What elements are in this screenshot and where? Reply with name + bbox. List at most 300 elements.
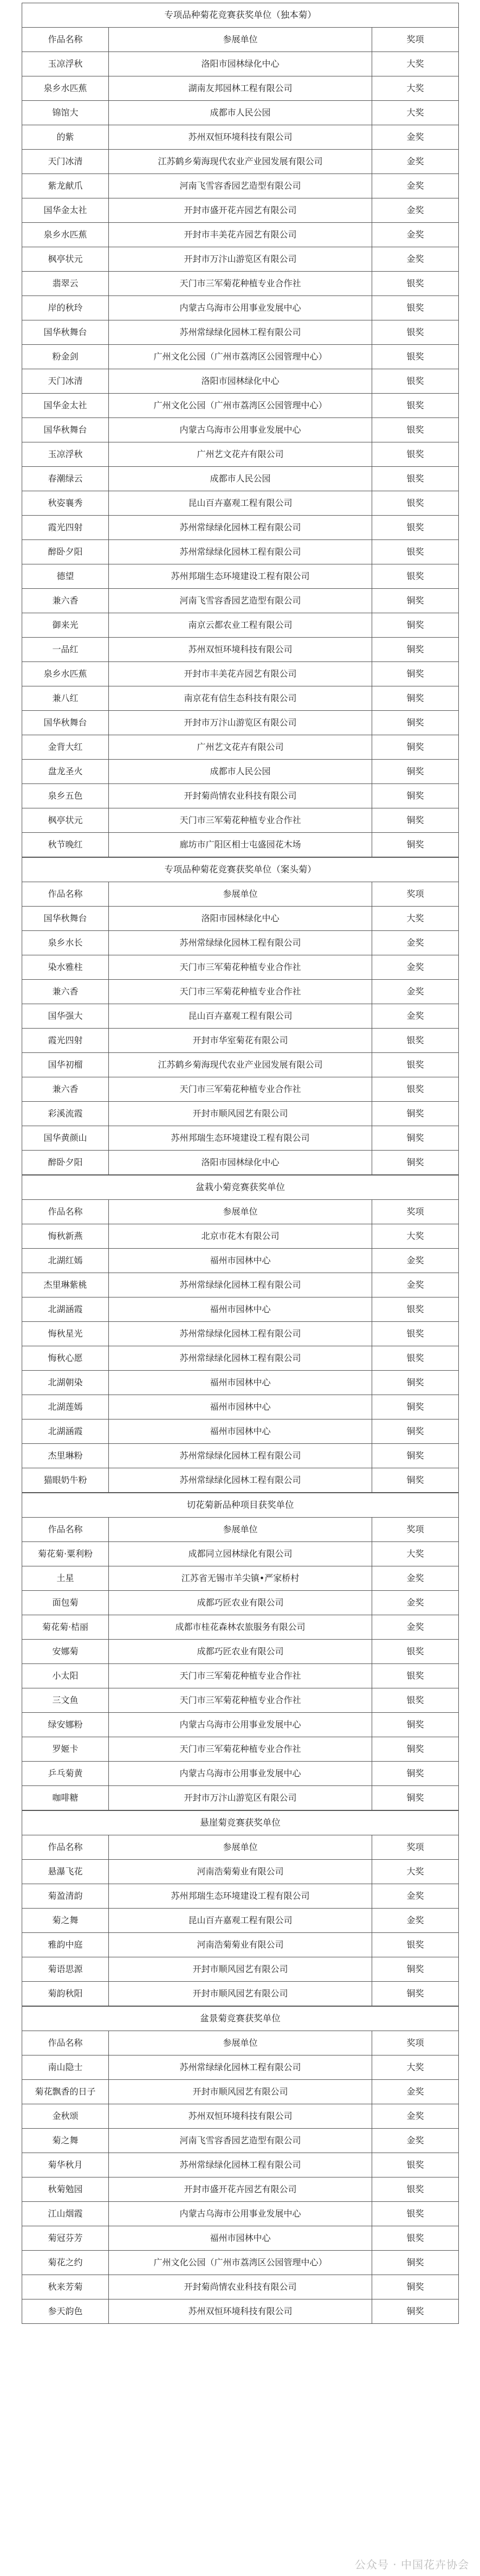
work-name-cell: 菊花菊·粟利粉 bbox=[22, 1542, 109, 1566]
award-cell: 银奖 bbox=[372, 394, 459, 418]
work-name-cell: 醉卧夕阳 bbox=[22, 540, 109, 564]
award-cell: 铜奖 bbox=[372, 613, 459, 638]
award-cell: 大奖 bbox=[372, 1542, 459, 1566]
exhibitor-cell: 苏州常绿绿化园林工程有限公司 bbox=[109, 931, 372, 955]
exhibitor-cell: 广州文化公园（广州市荔湾区公园管理中心） bbox=[109, 394, 372, 418]
section-title-row bbox=[22, 2007, 459, 2031]
award-cell: 铜奖 bbox=[372, 686, 459, 711]
exhibitor-cell: 开封市万汴山游览区有限公司 bbox=[109, 247, 372, 272]
exhibitor-cell: 湖南友邦园林工程有限公司 bbox=[109, 76, 372, 101]
table-row bbox=[22, 223, 459, 247]
table-row bbox=[22, 1566, 459, 1591]
award-cell: 银奖 bbox=[372, 442, 459, 467]
table-row bbox=[22, 564, 459, 589]
table-row bbox=[22, 394, 459, 418]
table-row bbox=[22, 1004, 459, 1029]
work-name-cell: 霞光四射 bbox=[22, 1029, 109, 1053]
exhibitor-cell: 福州市园林中心 bbox=[109, 1371, 372, 1395]
award-cell: 银奖 bbox=[372, 1933, 459, 1957]
exhibitor-cell: 苏州邦瑞生态环境建设工程有限公司 bbox=[109, 1884, 372, 1909]
table-row bbox=[22, 320, 459, 345]
header-exhibitor: 参展单位 bbox=[109, 28, 372, 52]
table-row bbox=[22, 1395, 459, 1419]
exhibitor-cell: 昆山百卉嘉观工程有限公司 bbox=[109, 491, 372, 516]
table-row bbox=[22, 735, 459, 760]
table-row bbox=[22, 2080, 459, 2104]
work-name-cell: 染水雅柱 bbox=[22, 955, 109, 980]
table-row bbox=[22, 1419, 459, 1444]
work-name-cell: 菊之舞 bbox=[22, 2129, 109, 2153]
award-cell: 金奖 bbox=[372, 247, 459, 272]
exhibitor-cell: 苏州双恒环境科技有限公司 bbox=[109, 2104, 372, 2129]
exhibitor-cell: 北京市花木有限公司 bbox=[109, 1224, 372, 1249]
table-row bbox=[22, 1151, 459, 1175]
header-exhibitor: 参展单位 bbox=[109, 1200, 372, 1224]
award-cell: 铜奖 bbox=[372, 589, 459, 613]
award-cell: 银奖 bbox=[372, 320, 459, 345]
award-cell: 大奖 bbox=[372, 1224, 459, 1249]
award-table bbox=[22, 2006, 459, 2324]
award-cell: 银奖 bbox=[372, 1077, 459, 1102]
award-cell: 银奖 bbox=[372, 2202, 459, 2226]
table-row bbox=[22, 1273, 459, 1297]
work-name-cell: 紫龙献爪 bbox=[22, 174, 109, 198]
work-name-cell: 岸的秋玲 bbox=[22, 296, 109, 320]
table-row bbox=[22, 2202, 459, 2226]
table-row bbox=[22, 1224, 459, 1249]
award-cell: 金奖 bbox=[372, 1249, 459, 1273]
work-name-cell: 玉凉浮秋 bbox=[22, 442, 109, 467]
award-cell: 银奖 bbox=[372, 516, 459, 540]
header-row bbox=[22, 1835, 459, 1860]
award-cell: 铜奖 bbox=[372, 735, 459, 760]
award-cell: 金奖 bbox=[372, 223, 459, 247]
table-row bbox=[22, 662, 459, 686]
work-name-cell: 国华初榴 bbox=[22, 1053, 109, 1077]
work-name-cell: 兼六香 bbox=[22, 980, 109, 1004]
award-cell: 铜奖 bbox=[372, 1444, 459, 1468]
section-title: 悬崖菊竞赛获奖单位 bbox=[22, 1811, 459, 1835]
exhibitor-cell: 广州文化公园（广州市荔湾区公园管理中心） bbox=[109, 345, 372, 369]
work-name-cell: 南山隐士 bbox=[22, 2055, 109, 2080]
work-name-cell: 北湖朝染 bbox=[22, 1371, 109, 1395]
exhibitor-cell: 苏州邦瑞生态环境建设工程有限公司 bbox=[109, 1126, 372, 1151]
table-row bbox=[22, 638, 459, 662]
award-cell: 金奖 bbox=[372, 198, 459, 223]
exhibitor-cell: 福州市园林中心 bbox=[109, 1297, 372, 1322]
table-row bbox=[22, 1884, 459, 1909]
table-row bbox=[22, 760, 459, 784]
exhibitor-cell: 天门市三军菊花种植专业合作社 bbox=[109, 980, 372, 1004]
award-cell: 铜奖 bbox=[372, 833, 459, 857]
table-row bbox=[22, 808, 459, 833]
award-cell: 银奖 bbox=[372, 491, 459, 516]
exhibitor-cell: 天门市三军菊花种植专业合作社 bbox=[109, 1077, 372, 1102]
exhibitor-cell: 天门市三军菊花种植专业合作社 bbox=[109, 808, 372, 833]
exhibitor-cell: 天门市三军菊花种植专业合作社 bbox=[109, 1664, 372, 1688]
work-name-cell: 盘龙圣火 bbox=[22, 760, 109, 784]
table-row bbox=[22, 2129, 459, 2153]
work-name-cell: 兼八红 bbox=[22, 686, 109, 711]
table-row bbox=[22, 686, 459, 711]
work-name-cell: 金背大红 bbox=[22, 735, 109, 760]
header-row bbox=[22, 28, 459, 52]
exhibitor-cell: 开封菊尚情农业科技有限公司 bbox=[109, 2275, 372, 2299]
table-row bbox=[22, 369, 459, 394]
award-cell: 铜奖 bbox=[372, 1151, 459, 1175]
exhibitor-cell: 开封市顺风园艺有限公司 bbox=[109, 1982, 372, 2006]
award-cell: 银奖 bbox=[372, 1688, 459, 1713]
table-row bbox=[22, 1468, 459, 1493]
award-cell: 大奖 bbox=[372, 76, 459, 101]
exhibitor-cell: 天门市三军菊花种植专业合作社 bbox=[109, 272, 372, 296]
table-row bbox=[22, 1346, 459, 1371]
work-name-cell: 霞光四射 bbox=[22, 516, 109, 540]
work-name-cell: 御来光 bbox=[22, 613, 109, 638]
work-name-cell: 雅韵中庭 bbox=[22, 1933, 109, 1957]
table-row bbox=[22, 1909, 459, 1933]
work-name-cell: 北湖莲嫣 bbox=[22, 1395, 109, 1419]
exhibitor-cell: 开封市万汴山游览区有限公司 bbox=[109, 711, 372, 735]
award-cell: 铜奖 bbox=[372, 2251, 459, 2275]
exhibitor-cell: 廊坊市广阳区相士屯盛园花木场 bbox=[109, 833, 372, 857]
table-row bbox=[22, 784, 459, 808]
table-row bbox=[22, 2299, 459, 2324]
work-name-cell: 安娜菊 bbox=[22, 1640, 109, 1664]
work-name-cell: 国华金太社 bbox=[22, 394, 109, 418]
exhibitor-cell: 苏州常绿绿化园林工程有限公司 bbox=[109, 320, 372, 345]
work-name-cell: 秋菊勉园 bbox=[22, 2177, 109, 2202]
table-row bbox=[22, 1444, 459, 1468]
table-row bbox=[22, 711, 459, 735]
award-cell: 银奖 bbox=[372, 1346, 459, 1371]
section-title-row bbox=[22, 858, 459, 882]
work-name-cell: 江山烟霞 bbox=[22, 2202, 109, 2226]
header-work-name: 作品名称 bbox=[22, 28, 109, 52]
award-cell: 铜奖 bbox=[372, 2299, 459, 2324]
exhibitor-cell: 苏州双恒环境科技有限公司 bbox=[109, 2299, 372, 2324]
header-award: 奖项 bbox=[372, 28, 459, 52]
table-row bbox=[22, 1126, 459, 1151]
table-row bbox=[22, 2153, 459, 2177]
award-cell: 铜奖 bbox=[372, 784, 459, 808]
work-name-cell: 泉乡水匹蕉 bbox=[22, 223, 109, 247]
work-name-cell: 兼六香 bbox=[22, 589, 109, 613]
exhibitor-cell: 开封市盛开花卉园艺有限公司 bbox=[109, 2177, 372, 2202]
header-work-name: 作品名称 bbox=[22, 1518, 109, 1542]
award-cell: 银奖 bbox=[372, 564, 459, 589]
work-name-cell: 菊花菊·桔丽 bbox=[22, 1615, 109, 1640]
work-name-cell: 粉金剑 bbox=[22, 345, 109, 369]
exhibitor-cell: 苏州常绿绿化园林工程有限公司 bbox=[109, 1444, 372, 1468]
table-row bbox=[22, 1322, 459, 1346]
award-cell: 铜奖 bbox=[372, 1786, 459, 1810]
work-name-cell: 菊语思源 bbox=[22, 1957, 109, 1982]
header-work-name: 作品名称 bbox=[22, 882, 109, 907]
work-name-cell: 三文鱼 bbox=[22, 1688, 109, 1713]
header-row bbox=[22, 882, 459, 907]
exhibitor-cell: 广州文化公园（广州市荔湾区公园管理中心） bbox=[109, 2251, 372, 2275]
exhibitor-cell: 福州市园林中心 bbox=[109, 1419, 372, 1444]
award-table bbox=[22, 1175, 459, 1493]
work-name-cell: 国华秋舞台 bbox=[22, 320, 109, 345]
work-name-cell: 菊花之约 bbox=[22, 2251, 109, 2275]
award-cell: 铜奖 bbox=[372, 1371, 459, 1395]
exhibitor-cell: 天门市三军菊花种植专业合作社 bbox=[109, 1688, 372, 1713]
work-name-cell: 春潮绿云 bbox=[22, 467, 109, 491]
work-name-cell: 的紫 bbox=[22, 125, 109, 150]
award-cell: 银奖 bbox=[372, 540, 459, 564]
exhibitor-cell: 苏州常绿绿化园林工程有限公司 bbox=[109, 1468, 372, 1493]
work-name-cell: 兼六香 bbox=[22, 1077, 109, 1102]
table-row bbox=[22, 198, 459, 223]
exhibitor-cell: 内蒙古乌海市公用事业发展中心 bbox=[109, 1713, 372, 1737]
work-name-cell: 杰里琳紫桃 bbox=[22, 1273, 109, 1297]
section-title: 切花菊新品种项目获奖单位 bbox=[22, 1493, 459, 1518]
table-row bbox=[22, 1957, 459, 1982]
exhibitor-cell: 天门市三军菊花种植专业合作社 bbox=[109, 1737, 372, 1762]
award-cell: 银奖 bbox=[372, 1640, 459, 1664]
table-row bbox=[22, 1615, 459, 1640]
work-name-cell: 泉乡五色 bbox=[22, 784, 109, 808]
award-cell: 大奖 bbox=[372, 2055, 459, 2080]
table-row bbox=[22, 174, 459, 198]
section-title: 盆栽小菊竞赛获奖单位 bbox=[22, 1175, 459, 1200]
exhibitor-cell: 昆山百卉嘉观工程有限公司 bbox=[109, 1004, 372, 1029]
award-cell: 铜奖 bbox=[372, 1713, 459, 1737]
award-cell: 银奖 bbox=[372, 1029, 459, 1053]
award-cell: 银奖 bbox=[372, 296, 459, 320]
award-cell: 铜奖 bbox=[372, 1957, 459, 1982]
exhibitor-cell: 内蒙古乌海市公用事业发展中心 bbox=[109, 2202, 372, 2226]
header-exhibitor: 参展单位 bbox=[109, 1518, 372, 1542]
award-cell: 铜奖 bbox=[372, 1468, 459, 1493]
exhibitor-cell: 河南飞雪容香园艺造型有限公司 bbox=[109, 174, 372, 198]
table-row bbox=[22, 125, 459, 150]
work-name-cell: 枫亭状元 bbox=[22, 247, 109, 272]
exhibitor-cell: 南京云都农业工程有限公司 bbox=[109, 613, 372, 638]
table-row bbox=[22, 980, 459, 1004]
award-cell: 铜奖 bbox=[372, 1419, 459, 1444]
award-cell: 银奖 bbox=[372, 345, 459, 369]
work-name-cell: 国华金太社 bbox=[22, 198, 109, 223]
award-cell: 银奖 bbox=[372, 467, 459, 491]
exhibitor-cell: 江苏鹤乡菊海现代农业产业园发展有限公司 bbox=[109, 150, 372, 174]
watermark: 公众号 · 中国花卉协会 bbox=[354, 2558, 469, 2571]
work-name-cell: 北湖涵霞 bbox=[22, 1419, 109, 1444]
award-cell: 铜奖 bbox=[372, 760, 459, 784]
header-award: 奖项 bbox=[372, 2031, 459, 2055]
work-name-cell: 猫眼奶牛粉 bbox=[22, 1468, 109, 1493]
exhibitor-cell: 开封市华室菊花有限公司 bbox=[109, 1029, 372, 1053]
award-cell: 金奖 bbox=[372, 2080, 459, 2104]
exhibitor-cell: 苏州常绿绿化园林工程有限公司 bbox=[109, 1346, 372, 1371]
award-cell: 大奖 bbox=[372, 52, 459, 76]
work-name-cell: 菊韵秋阳 bbox=[22, 1982, 109, 2006]
award-cell: 铜奖 bbox=[372, 1762, 459, 1786]
table-row bbox=[22, 1737, 459, 1762]
work-name-cell: 玉凉浮秋 bbox=[22, 52, 109, 76]
table-row bbox=[22, 931, 459, 955]
table-row bbox=[22, 491, 459, 516]
exhibitor-cell: 开封市顺风园艺有限公司 bbox=[109, 2080, 372, 2104]
table-row bbox=[22, 1860, 459, 1884]
award-cell: 铜奖 bbox=[372, 662, 459, 686]
exhibitor-cell: 苏州常绿绿化园林工程有限公司 bbox=[109, 1322, 372, 1346]
table-row bbox=[22, 467, 459, 491]
exhibitor-cell: 开封市顺风园艺有限公司 bbox=[109, 1102, 372, 1126]
exhibitor-cell: 河南浩菊菊业有限公司 bbox=[109, 1860, 372, 1884]
award-table bbox=[22, 3, 459, 857]
table-row bbox=[22, 1102, 459, 1126]
work-name-cell: 罗姬卡 bbox=[22, 1737, 109, 1762]
section-title-row bbox=[22, 1493, 459, 1518]
table-row bbox=[22, 1762, 459, 1786]
exhibitor-cell: 福州市园林中心 bbox=[109, 1395, 372, 1419]
exhibitor-cell: 成都市人民公园 bbox=[109, 101, 372, 125]
exhibitor-cell: 开封市丰美花卉园艺有限公司 bbox=[109, 662, 372, 686]
exhibitor-cell: 内蒙古乌海市公用事业发展中心 bbox=[109, 1762, 372, 1786]
work-name-cell: 杰里琳粉 bbox=[22, 1444, 109, 1468]
exhibitor-cell: 河南浩菊菊业有限公司 bbox=[109, 1933, 372, 1957]
work-name-cell: 菊华秋月 bbox=[22, 2153, 109, 2177]
work-name-cell: 悬瀑飞花 bbox=[22, 1860, 109, 1884]
work-name-cell: 天门冰清 bbox=[22, 150, 109, 174]
award-cell: 铜奖 bbox=[372, 1102, 459, 1126]
award-cell: 金奖 bbox=[372, 1004, 459, 1029]
table-row bbox=[22, 418, 459, 442]
award-cell: 大奖 bbox=[372, 101, 459, 125]
award-cell: 银奖 bbox=[372, 272, 459, 296]
table-row bbox=[22, 1640, 459, 1664]
exhibitor-cell: 苏州邦瑞生态环境建设工程有限公司 bbox=[109, 564, 372, 589]
exhibitor-cell: 内蒙古乌海市公用事业发展中心 bbox=[109, 296, 372, 320]
section-title-row bbox=[22, 3, 459, 28]
exhibitor-cell: 昆山百卉嘉观工程有限公司 bbox=[109, 1909, 372, 1933]
award-cell: 金奖 bbox=[372, 955, 459, 980]
work-name-cell: 秋来芳菊 bbox=[22, 2275, 109, 2299]
work-name-cell: 悔秋心愿 bbox=[22, 1346, 109, 1371]
award-cell: 金奖 bbox=[372, 174, 459, 198]
award-cell: 金奖 bbox=[372, 931, 459, 955]
work-name-cell: 金秋颂 bbox=[22, 2104, 109, 2129]
header-row bbox=[22, 1518, 459, 1542]
work-name-cell: 国华秋舞台 bbox=[22, 711, 109, 735]
exhibitor-cell: 成都巧匠农业有限公司 bbox=[109, 1640, 372, 1664]
exhibitor-cell: 苏州常绿绿化园林工程有限公司 bbox=[109, 540, 372, 564]
award-cell: 铜奖 bbox=[372, 711, 459, 735]
award-cell: 金奖 bbox=[372, 150, 459, 174]
table-row bbox=[22, 1591, 459, 1615]
header-row bbox=[22, 2031, 459, 2055]
work-name-cell: 彩溪流霞 bbox=[22, 1102, 109, 1126]
work-name-cell: 乒乓菊黄 bbox=[22, 1762, 109, 1786]
header-award: 奖项 bbox=[372, 1835, 459, 1860]
award-cell: 铜奖 bbox=[372, 1737, 459, 1762]
header-row bbox=[22, 1200, 459, 1224]
award-cell: 铜奖 bbox=[372, 1982, 459, 2006]
table-row bbox=[22, 1688, 459, 1713]
table-row bbox=[22, 1297, 459, 1322]
exhibitor-cell: 开封市丰美花卉园艺有限公司 bbox=[109, 223, 372, 247]
table-row bbox=[22, 540, 459, 564]
exhibitor-cell: 苏州常绿绿化园林工程有限公司 bbox=[109, 1273, 372, 1297]
header-award: 奖项 bbox=[372, 882, 459, 907]
header-work-name: 作品名称 bbox=[22, 1835, 109, 1860]
work-name-cell: 参天韵色 bbox=[22, 2299, 109, 2324]
work-name-cell: 德望 bbox=[22, 564, 109, 589]
award-document bbox=[22, 3, 458, 2324]
award-cell: 金奖 bbox=[372, 125, 459, 150]
table-row bbox=[22, 52, 459, 76]
award-cell: 金奖 bbox=[372, 1566, 459, 1591]
exhibitor-cell: 苏州双恒环境科技有限公司 bbox=[109, 638, 372, 662]
exhibitor-cell: 苏州常绿绿化园林工程有限公司 bbox=[109, 516, 372, 540]
exhibitor-cell: 广州艺文花卉有限公司 bbox=[109, 442, 372, 467]
table-row bbox=[22, 272, 459, 296]
table-row bbox=[22, 2226, 459, 2251]
table-row bbox=[22, 345, 459, 369]
header-award: 奖项 bbox=[372, 1200, 459, 1224]
header-exhibitor: 参展单位 bbox=[109, 882, 372, 907]
table-row bbox=[22, 1933, 459, 1957]
award-cell: 铜奖 bbox=[372, 1395, 459, 1419]
exhibitor-cell: 开封市顺风园艺有限公司 bbox=[109, 1957, 372, 1982]
exhibitor-cell: 成都市人民公园 bbox=[109, 760, 372, 784]
award-cell: 银奖 bbox=[372, 1297, 459, 1322]
award-cell: 银奖 bbox=[372, 1053, 459, 1077]
award-cell: 银奖 bbox=[372, 2177, 459, 2202]
exhibitor-cell: 苏州常绿绿化园林工程有限公司 bbox=[109, 2055, 372, 2080]
work-name-cell: 枫亭状元 bbox=[22, 808, 109, 833]
work-name-cell: 菊花飘香的日子 bbox=[22, 2080, 109, 2104]
exhibitor-cell: 苏州常绿绿化园林工程有限公司 bbox=[109, 2153, 372, 2177]
header-award: 奖项 bbox=[372, 1518, 459, 1542]
exhibitor-cell: 福州市园林中心 bbox=[109, 2226, 372, 2251]
table-row bbox=[22, 613, 459, 638]
award-table bbox=[22, 1493, 459, 1810]
table-row bbox=[22, 1029, 459, 1053]
table-row bbox=[22, 1786, 459, 1810]
section-title: 专项品种菊花竞赛获奖单位（独本菊） bbox=[22, 3, 459, 28]
work-name-cell: 泉乡水匹蕉 bbox=[22, 76, 109, 101]
work-name-cell: 泉乡水长 bbox=[22, 931, 109, 955]
exhibitor-cell: 江苏省无锡市羊尖镇•严家桥村 bbox=[109, 1566, 372, 1591]
header-work-name: 作品名称 bbox=[22, 1200, 109, 1224]
header-exhibitor: 参展单位 bbox=[109, 1835, 372, 1860]
table-row bbox=[22, 150, 459, 174]
table-row bbox=[22, 1664, 459, 1688]
table-row bbox=[22, 247, 459, 272]
table-row bbox=[22, 296, 459, 320]
exhibitor-cell: 南京花有信生态科技有限公司 bbox=[109, 686, 372, 711]
exhibitor-cell: 苏州双恒环境科技有限公司 bbox=[109, 125, 372, 150]
work-name-cell: 锦馆大 bbox=[22, 101, 109, 125]
work-name-cell: 国华秋舞台 bbox=[22, 907, 109, 931]
table-row bbox=[22, 2275, 459, 2299]
table-row bbox=[22, 1077, 459, 1102]
work-name-cell: 绿安娜粉 bbox=[22, 1713, 109, 1737]
award-cell: 银奖 bbox=[372, 2153, 459, 2177]
exhibitor-cell: 成都同立园林绿化有限公司 bbox=[109, 1542, 372, 1566]
table-row bbox=[22, 1713, 459, 1737]
award-cell: 铜奖 bbox=[372, 808, 459, 833]
work-name-cell: 醉卧夕阳 bbox=[22, 1151, 109, 1175]
table-row bbox=[22, 442, 459, 467]
exhibitor-cell: 广州艺文花卉有限公司 bbox=[109, 735, 372, 760]
exhibitor-cell: 洛阳市园林绿化中心 bbox=[109, 369, 372, 394]
award-cell: 银奖 bbox=[372, 369, 459, 394]
